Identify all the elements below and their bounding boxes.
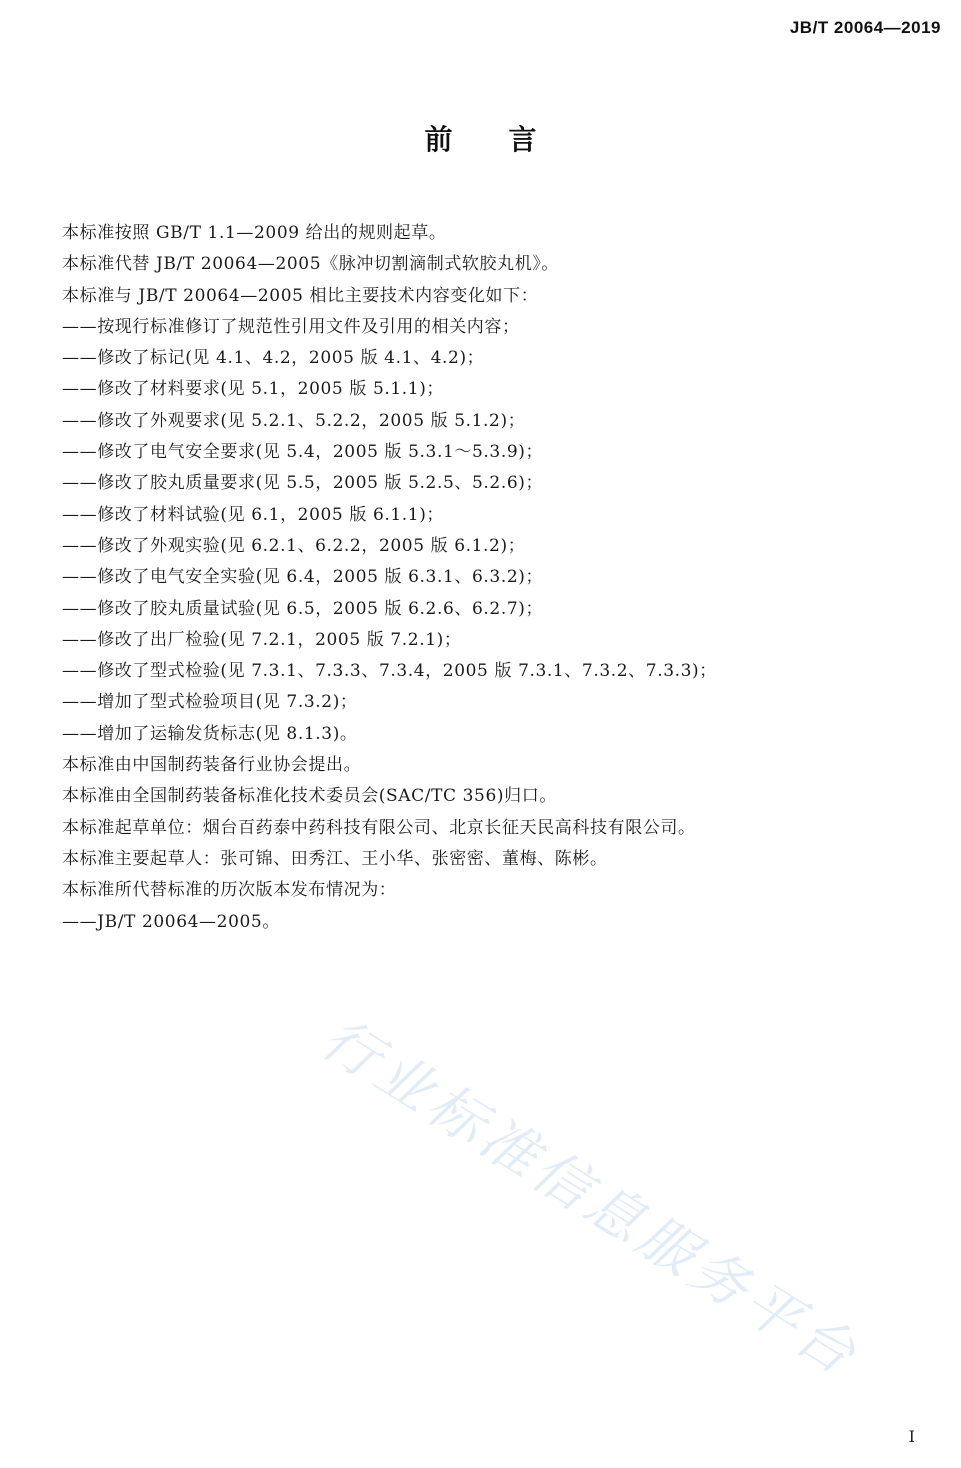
text-line: 本标准代替 JB/T 20064—2005《脉冲切割滴制式软胶丸机》。: [62, 254, 560, 275]
list-item: ——按现行标准修订了规范性引用文件及引用的相关内容；: [62, 316, 520, 337]
list-item: ——修改了材料要求(见 5.1，2005 版 5.1.1)；: [62, 379, 445, 400]
text-line: 本标准由中国制药装备行业协会提出。: [62, 755, 362, 776]
page-title: 前言: [424, 123, 593, 156]
text-line: 本标准起草单位：烟台百药泰中药科技有限公司、北京长征天民高科技有限公司。: [62, 817, 696, 838]
list-item: ——JB/T 20064—2005。: [62, 911, 280, 932]
list-item: ——修改了外观实验(见 6.2.1、6.2.2，2005 版 6.1.2)；: [62, 535, 526, 556]
foreword-body: [62, 218, 922, 938]
list-item: ——修改了胶丸质量要求(见 5.5，2005 版 5.2.5、5.2.6)；: [62, 473, 544, 494]
standard-number: JB/T 20064—2019: [789, 18, 941, 37]
list-item: ——修改了电气安全实验(见 6.4，2005 版 6.3.1、6.3.2)；: [62, 567, 544, 588]
page-number: I: [908, 1427, 915, 1446]
text-line: 本标准与 JB/T 20064—2005 相比主要技术内容变化如下：: [62, 285, 539, 306]
list-item: ——修改了胶丸质量试验(见 6.5，2005 版 6.2.6、6.2.7)；: [62, 598, 544, 619]
list-item: ——修改了标记(见 4.1、4.2，2005 版 4.1、4.2)；: [62, 348, 485, 369]
list-item: ——修改了电气安全要求(见 5.4，2005 版 5.3.1～5.3.9)；: [62, 442, 544, 463]
list-item: ——增加了型式检验项目(见 7.3.2)；: [62, 692, 358, 713]
list-item: ——修改了出厂检验(见 7.2.1，2005 版 7.2.1)；: [62, 629, 462, 650]
list-item: ——修改了型式检验(见 7.3.1、7.3.3、7.3.4，2005 版 7.3.1、7.3.2、7.3.3)；: [62, 661, 717, 682]
text-line: 本标准主要起草人：张可锦、田秀江、王小华、张密密、董梅、陈彬。: [62, 848, 608, 869]
text-line: 本标准所代替标准的历次版本发布情况为：: [62, 880, 397, 901]
watermark: 行业标准信息服务平台: [310, 1006, 871, 1390]
list-item: ——修改了外观要求(见 5.2.1、5.2.2，2005 版 5.1.2)；: [62, 410, 526, 431]
list-item: ——增加了运输发货标志(见 8.1.3)。: [62, 723, 358, 744]
text-line: 本标准由全国制药装备标准化技术委员会(SAC/TC 356)归口。: [62, 786, 557, 807]
text-line: 本标准按照 GB/T 1.1—2009 给出的规则起草。: [62, 223, 447, 243]
list-item: ——修改了材料试验(见 6.1，2005 版 6.1.1)；: [62, 504, 445, 525]
